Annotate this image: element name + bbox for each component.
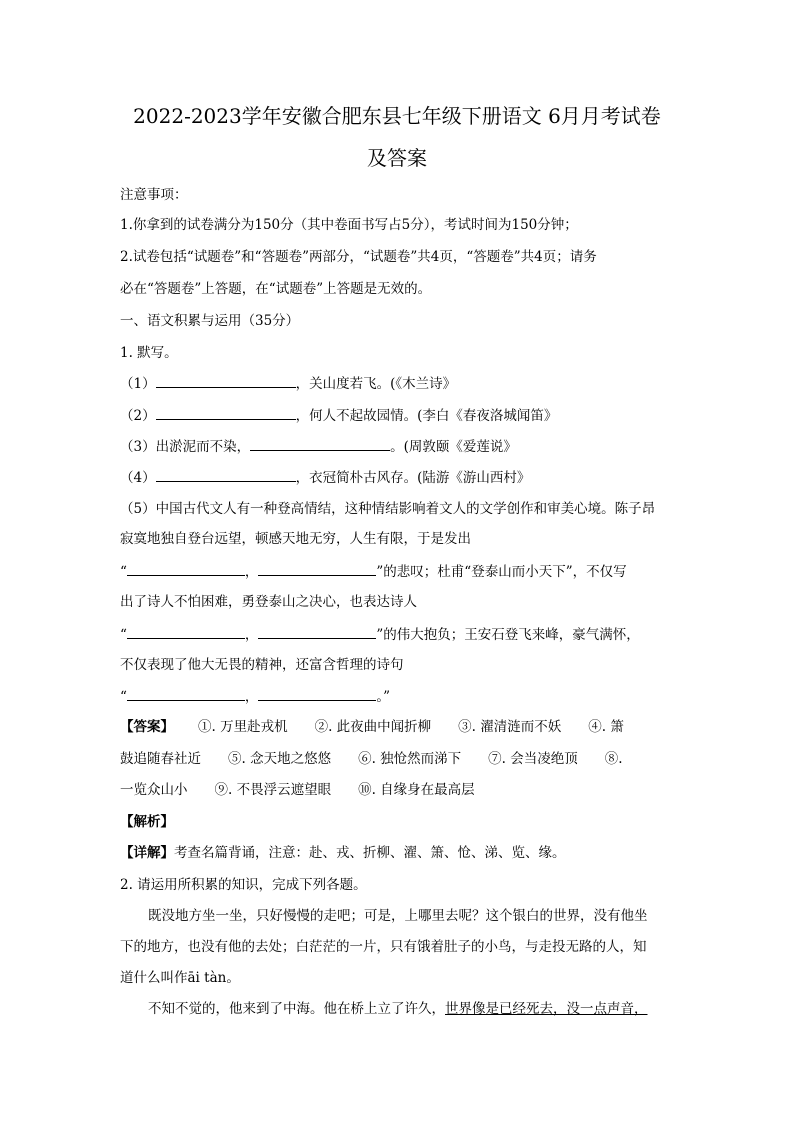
sub-5-line-7-tail: 。” [376,689,391,705]
passage-para-1-line-2: 下的地方，也没有他的去处；白茫茫的一片，只有饿着肚子的小鸟，与走投无路的人，知 [120,939,647,955]
passage-para-2-line-1 [148,999,648,1019]
sub-5-line-6: 不仅表现了他大无畏的精神，还富含哲理的诗句 [120,657,404,673]
notes-heading: 注意事项： [120,187,188,203]
open-quote: “ [120,564,127,580]
sub-1-number: （1） [120,376,156,392]
comma: ， [244,564,259,580]
open-quote: “ [120,689,127,705]
notes-item-1: 1.你拿到的试卷满分为150分（其中卷面书写占5分），考试时间为150分钟； [120,217,578,233]
comma: ， [244,627,259,643]
question-1-sub-1 [120,373,456,394]
question-1-sub-4 [120,467,530,488]
passage-para-1-line-1: 既没地方坐一坐，只好慢慢的走吧；可是，上哪里去呢？这个银白的世界，没有他坐 [148,908,648,924]
detail-text: 考查名篇背诵，注意：赴、戎、折柳、濯、箫、怆、涕、览、缘。 [174,845,566,861]
detail-label: 【详解】 [120,845,174,861]
answer-blank[interactable] [156,373,296,388]
answer-blank[interactable] [250,436,390,451]
detail-line [120,843,566,863]
sub-1-text: ，关山度若飞。(《木兰诗》 [295,376,457,392]
notes-item-2b: 必在“答题卷”上答题，在“试题卷”上答题是无效的。 [120,281,432,297]
analysis-label: 【解析】 [120,814,174,830]
sub-3-number: （3）出淤泥而不染， [120,439,251,455]
sub-5-line-5 [120,624,640,645]
answer-line-2: 鼓追随春社近 ⑤. 念天地之悠悠 ⑥. 独怆然而涕下 ⑦. 会当凌绝顶 ⑧. [120,751,623,767]
sub-5-line-2: 寂寞地独自登台远望，顿感天地无穷，人生有限，于是发出 [120,531,471,547]
open-quote: “ [120,627,127,643]
document-title-line1: 2022-2023学年安徽合肥东县七年级下册语文 6月月考试卷 [133,104,661,128]
section-heading: 一、语文积累与运用（35分） [120,313,300,329]
question-1-sub-3 [120,436,517,457]
answer-blank[interactable] [127,686,245,701]
document-title-line2: 及答案 [367,146,427,170]
answer-blank[interactable] [258,561,376,576]
answer-blank[interactable] [258,686,376,701]
sub-3-text: 。(周敦颐《爱莲说》 [390,439,517,455]
comma: ， [244,689,259,705]
sub-5-line-1: （5）中国古代文人有一种登高情结，这种情结影响着文人的文学创作和审美心境。陈子昂 [120,501,656,517]
passage-para-1-line-3: 道什么叫作āi tàn。 [120,970,240,986]
answer-line-1 [120,717,624,737]
answer-line-3: 一览众山小 ⑨. 不畏浮云遮望眼 ⑩. 自缘身在最高层 [120,782,475,798]
passage-para-2-start: 不知不觉的，他来到了中海。他在桥上立了许久， [148,1001,445,1017]
sub-2-text: ，何人不起故园情。(李白《春夜洛城闻笛》 [295,408,558,424]
question-1-stem: 1. 默写。 [120,345,178,361]
sub-2-number: （2） [120,408,156,424]
answer-label: 【答案】 [120,719,174,735]
sub-5-line-4: 出了诗人不怕困难，勇登泰山之决心，也表达诗人 [120,594,417,610]
sub-4-text: ，衣冠简朴古风存。(陆游《游山西村》 [295,470,531,486]
sub-5-line-3 [120,561,627,582]
answer-blank[interactable] [258,624,376,639]
answer-blank[interactable] [127,624,245,639]
answer-blank[interactable] [156,405,296,420]
sub-5-line-7 [120,686,390,707]
question-2-stem: 2. 请运用所积累的知识，完成下列各题。 [120,877,367,893]
notes-item-2a: 2.试卷包括“试题卷”和“答题卷”两部分，“试题卷”共4页，“答题卷”共4页；请务 [120,249,597,265]
question-1-sub-2 [120,405,557,426]
sub-5-line-5-tail: ”的伟大抱负；王安石登飞来峰，豪气满怀， [376,627,640,643]
underlined-sentence: 世界像是已经死去，没一点声音， [445,1001,648,1017]
answer-blank[interactable] [156,467,296,482]
answer-text-1: ①. 万里赴戎机 ②. 此夜曲中闻折柳 ③. 濯清涟而不妖 ④. 箫 [198,719,624,735]
answer-blank[interactable] [127,561,245,576]
sub-4-number: （4） [120,470,156,486]
sub-5-line-3-tail: ”的悲叹；杜甫“登泰山而小天下”，不仅写 [376,564,627,580]
